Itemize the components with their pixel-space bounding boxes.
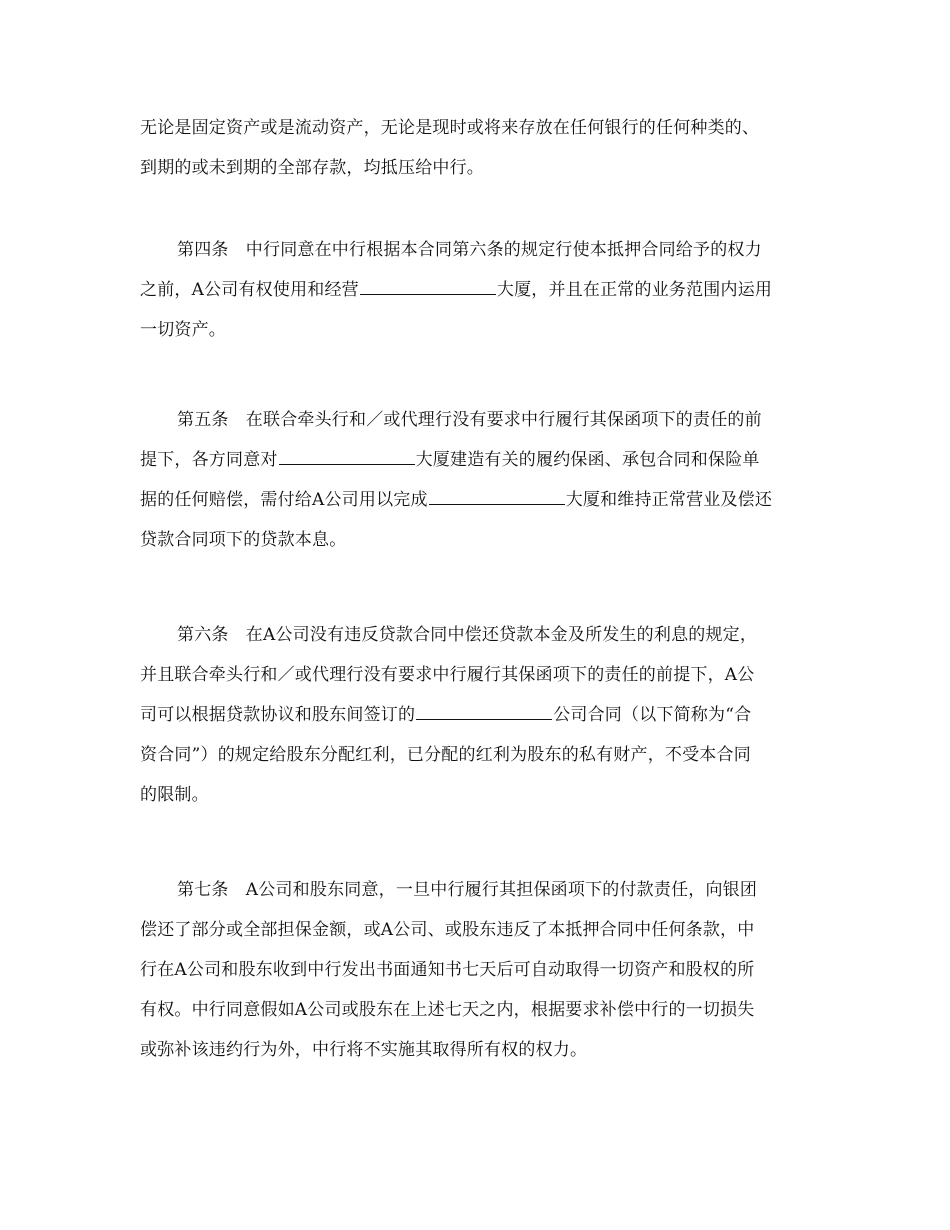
text-line: 据的任何赔偿，需付给A公司用以完成 大厦和维持正常营业及偿还 bbox=[140, 490, 773, 510]
text-line: 无论是固定资产或是流动资产，无论是现时或将来存放在任何银行的任何种类的、 bbox=[140, 118, 760, 138]
paragraph-article-7 bbox=[140, 870, 820, 1070]
text-line: 司可以根据贷款协议和股东间签订的 公司合同（以下简称为“合 bbox=[140, 705, 752, 725]
fill-in-blank bbox=[360, 278, 496, 295]
text-line: 第四条 中行同意在中行根据本合同第六条的规定行使本抵押合同给予的权力 bbox=[177, 240, 762, 260]
text-line: 第六条 在A公司没有违反贷款合同中偿还贷款本金及所发生的利息的规定， bbox=[177, 625, 758, 645]
text-line: 到期的或未到期的全部存款，均抵压给中行。 bbox=[140, 158, 484, 178]
text-line: 有权。中行同意假如A公司或股东在上述七天之内，根据要求补偿中行的一切损失 bbox=[140, 1000, 755, 1020]
paragraph-article-5 bbox=[140, 400, 820, 560]
paragraph-article-6 bbox=[140, 615, 820, 815]
text-line: 贷款合同项下的贷款本息。 bbox=[140, 530, 347, 550]
text-line: 并且联合牵头行和／或代理行没有要求中行履行其保函项下的责任的前提下，A公 bbox=[140, 665, 755, 685]
text-line: 资合同”）的规定给股东分配红利，已分配的红利为股东的私有财产，不受本合同 bbox=[140, 745, 751, 765]
paragraph-asset-continuation bbox=[140, 108, 820, 188]
text-line: 行在A公司和股东收到中行发出书面通知书七天后可自动取得一切资产和股权的所 bbox=[140, 960, 755, 980]
text-line: 或弥补该违约行为外，中行将不实施其取得所有权的权力。 bbox=[140, 1040, 588, 1060]
paragraph-article-4 bbox=[140, 230, 820, 350]
fill-in-blank bbox=[416, 703, 552, 720]
text-line: 第七条 A公司和股东同意，一旦中行履行其担保函项下的付款责任，向银团 bbox=[177, 880, 758, 900]
text-line: 第五条 在联合牵头行和／或代理行没有要求中行履行其保函项下的责任的前 bbox=[177, 410, 762, 430]
text-line: 一切资产。 bbox=[140, 320, 226, 340]
text-line: 提下，各方同意对 大厦建造有关的履约保函、承包合同和保险单 bbox=[140, 450, 760, 470]
fill-in-blank bbox=[429, 488, 565, 505]
fill-in-blank bbox=[279, 448, 415, 465]
text-line: 偿还了部分或全部担保金额，或A公司、或股东违反了本抵押合同中任何条款，中 bbox=[140, 920, 755, 940]
text-line: 之前，A公司有权使用和经营 大厦，并且在正常的业务范围内运用 bbox=[140, 280, 773, 300]
text-line: 的限制。 bbox=[140, 785, 209, 805]
